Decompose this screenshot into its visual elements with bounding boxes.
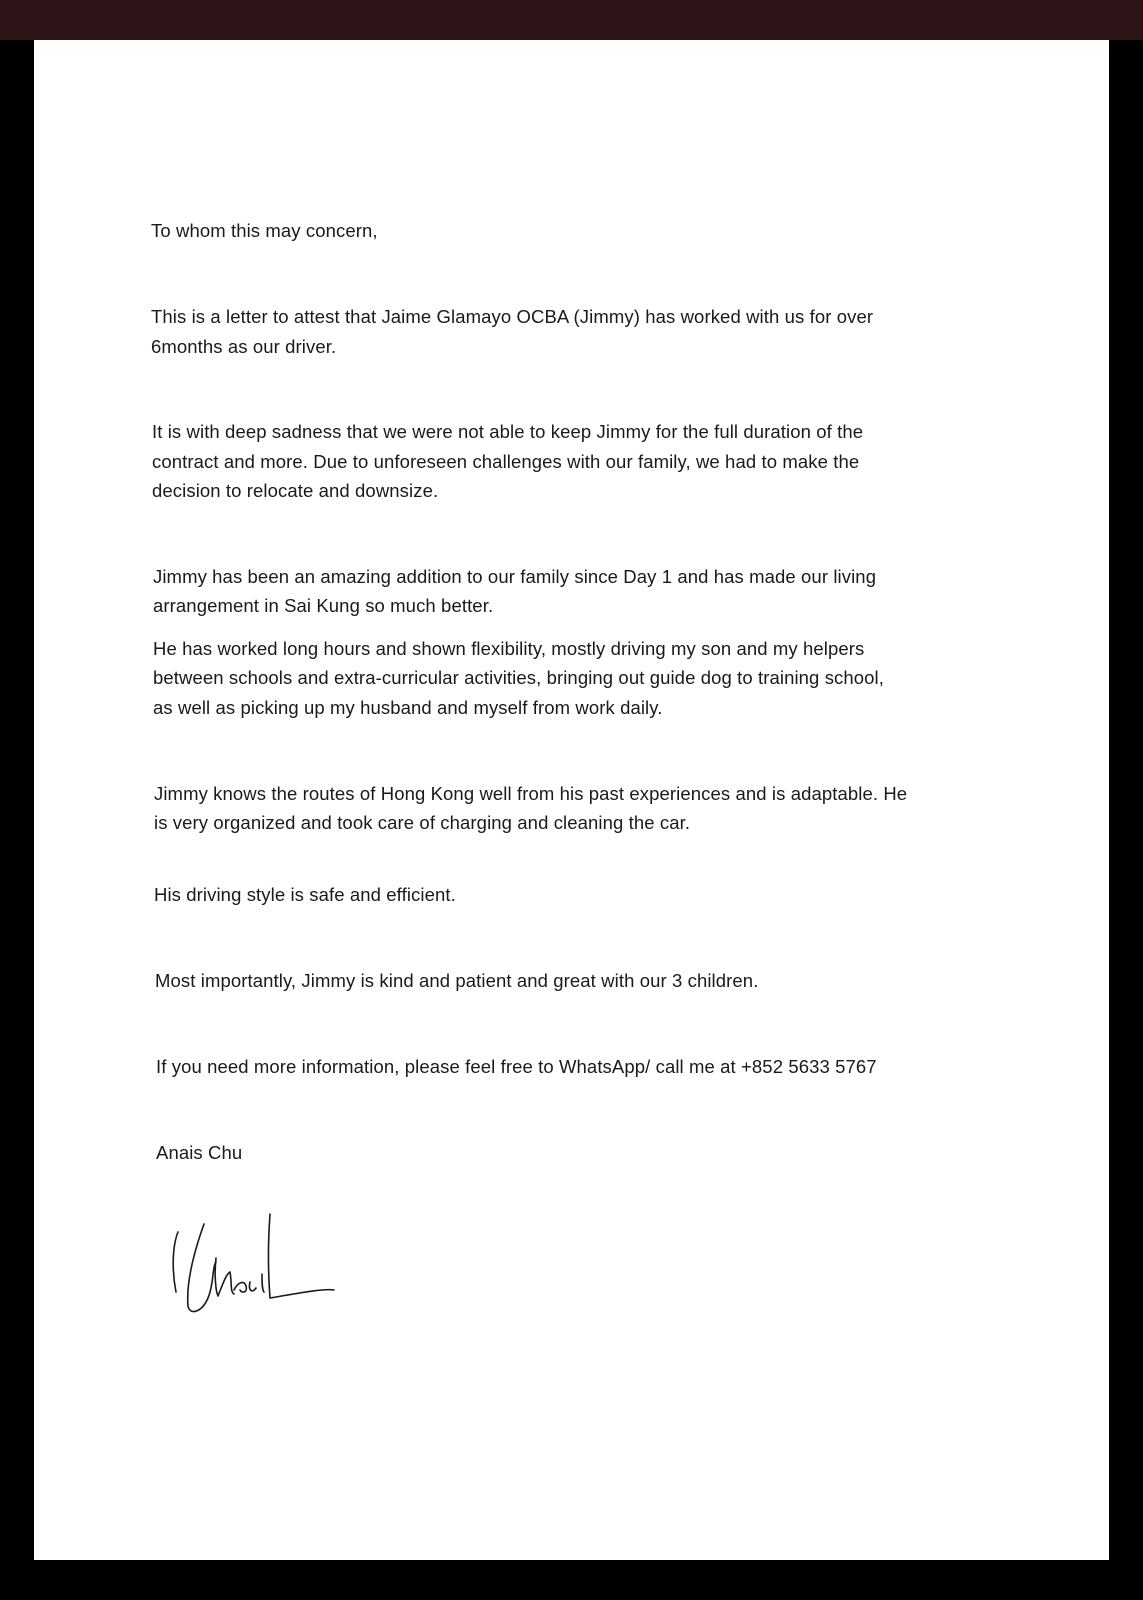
paragraph-5-line-1: Jimmy knows the routes of Hong Kong well from his past experiences and is adaptable. He <box>154 783 908 804</box>
paragraph-3-line-2: arrangement in Sai Kung so much better. <box>153 595 494 616</box>
paragraph-2-line-3: decision to relocate and downsize. <box>152 480 439 501</box>
paragraph-4-line-2: between schools and extra-curricular activities, bringing out guide dog to training school, <box>153 667 885 688</box>
paragraph-7-line-1: Most importantly, Jimmy is kind and patient and great with our 3 children. <box>155 970 759 991</box>
paragraph-2-line-2: contract and more. Due to unforeseen challenges with our family, we had to make the <box>152 451 860 472</box>
paragraph-3-line-1: Jimmy has been an amazing addition to our family since Day 1 and has made our living <box>153 566 877 587</box>
paragraph-4-line-3: as well as picking up my husband and myself from work daily. <box>153 697 663 718</box>
paragraph-8-line-1: If you need more information, please feel free to WhatsApp/ call me at +852 5633 5767 <box>156 1056 877 1077</box>
window-top-bar <box>0 0 1143 40</box>
paragraph-6-line-1: His driving style is safe and efficient. <box>154 884 456 905</box>
paragraph-5-line-2: is very organized and took care of charging and cleaning the car. <box>154 812 691 833</box>
paragraph-1-line-1: This is a letter to attest that Jaime Glamayo OCBA (Jimmy) has worked with us for over <box>151 306 874 327</box>
paragraph-1-line-2: 6months as our driver. <box>151 336 337 357</box>
handwritten-signature <box>164 1202 354 1327</box>
paragraph-2-line-1: It is with deep sadness that we were not able to keep Jimmy for the full duration of the <box>152 421 864 442</box>
salutation: To whom this may concern, <box>151 220 378 241</box>
letter-page <box>34 40 1109 1560</box>
signatory-name: Anais Chu <box>156 1142 243 1163</box>
paragraph-4-line-1: He has worked long hours and shown flexibility, mostly driving my son and my helpers <box>153 638 865 659</box>
